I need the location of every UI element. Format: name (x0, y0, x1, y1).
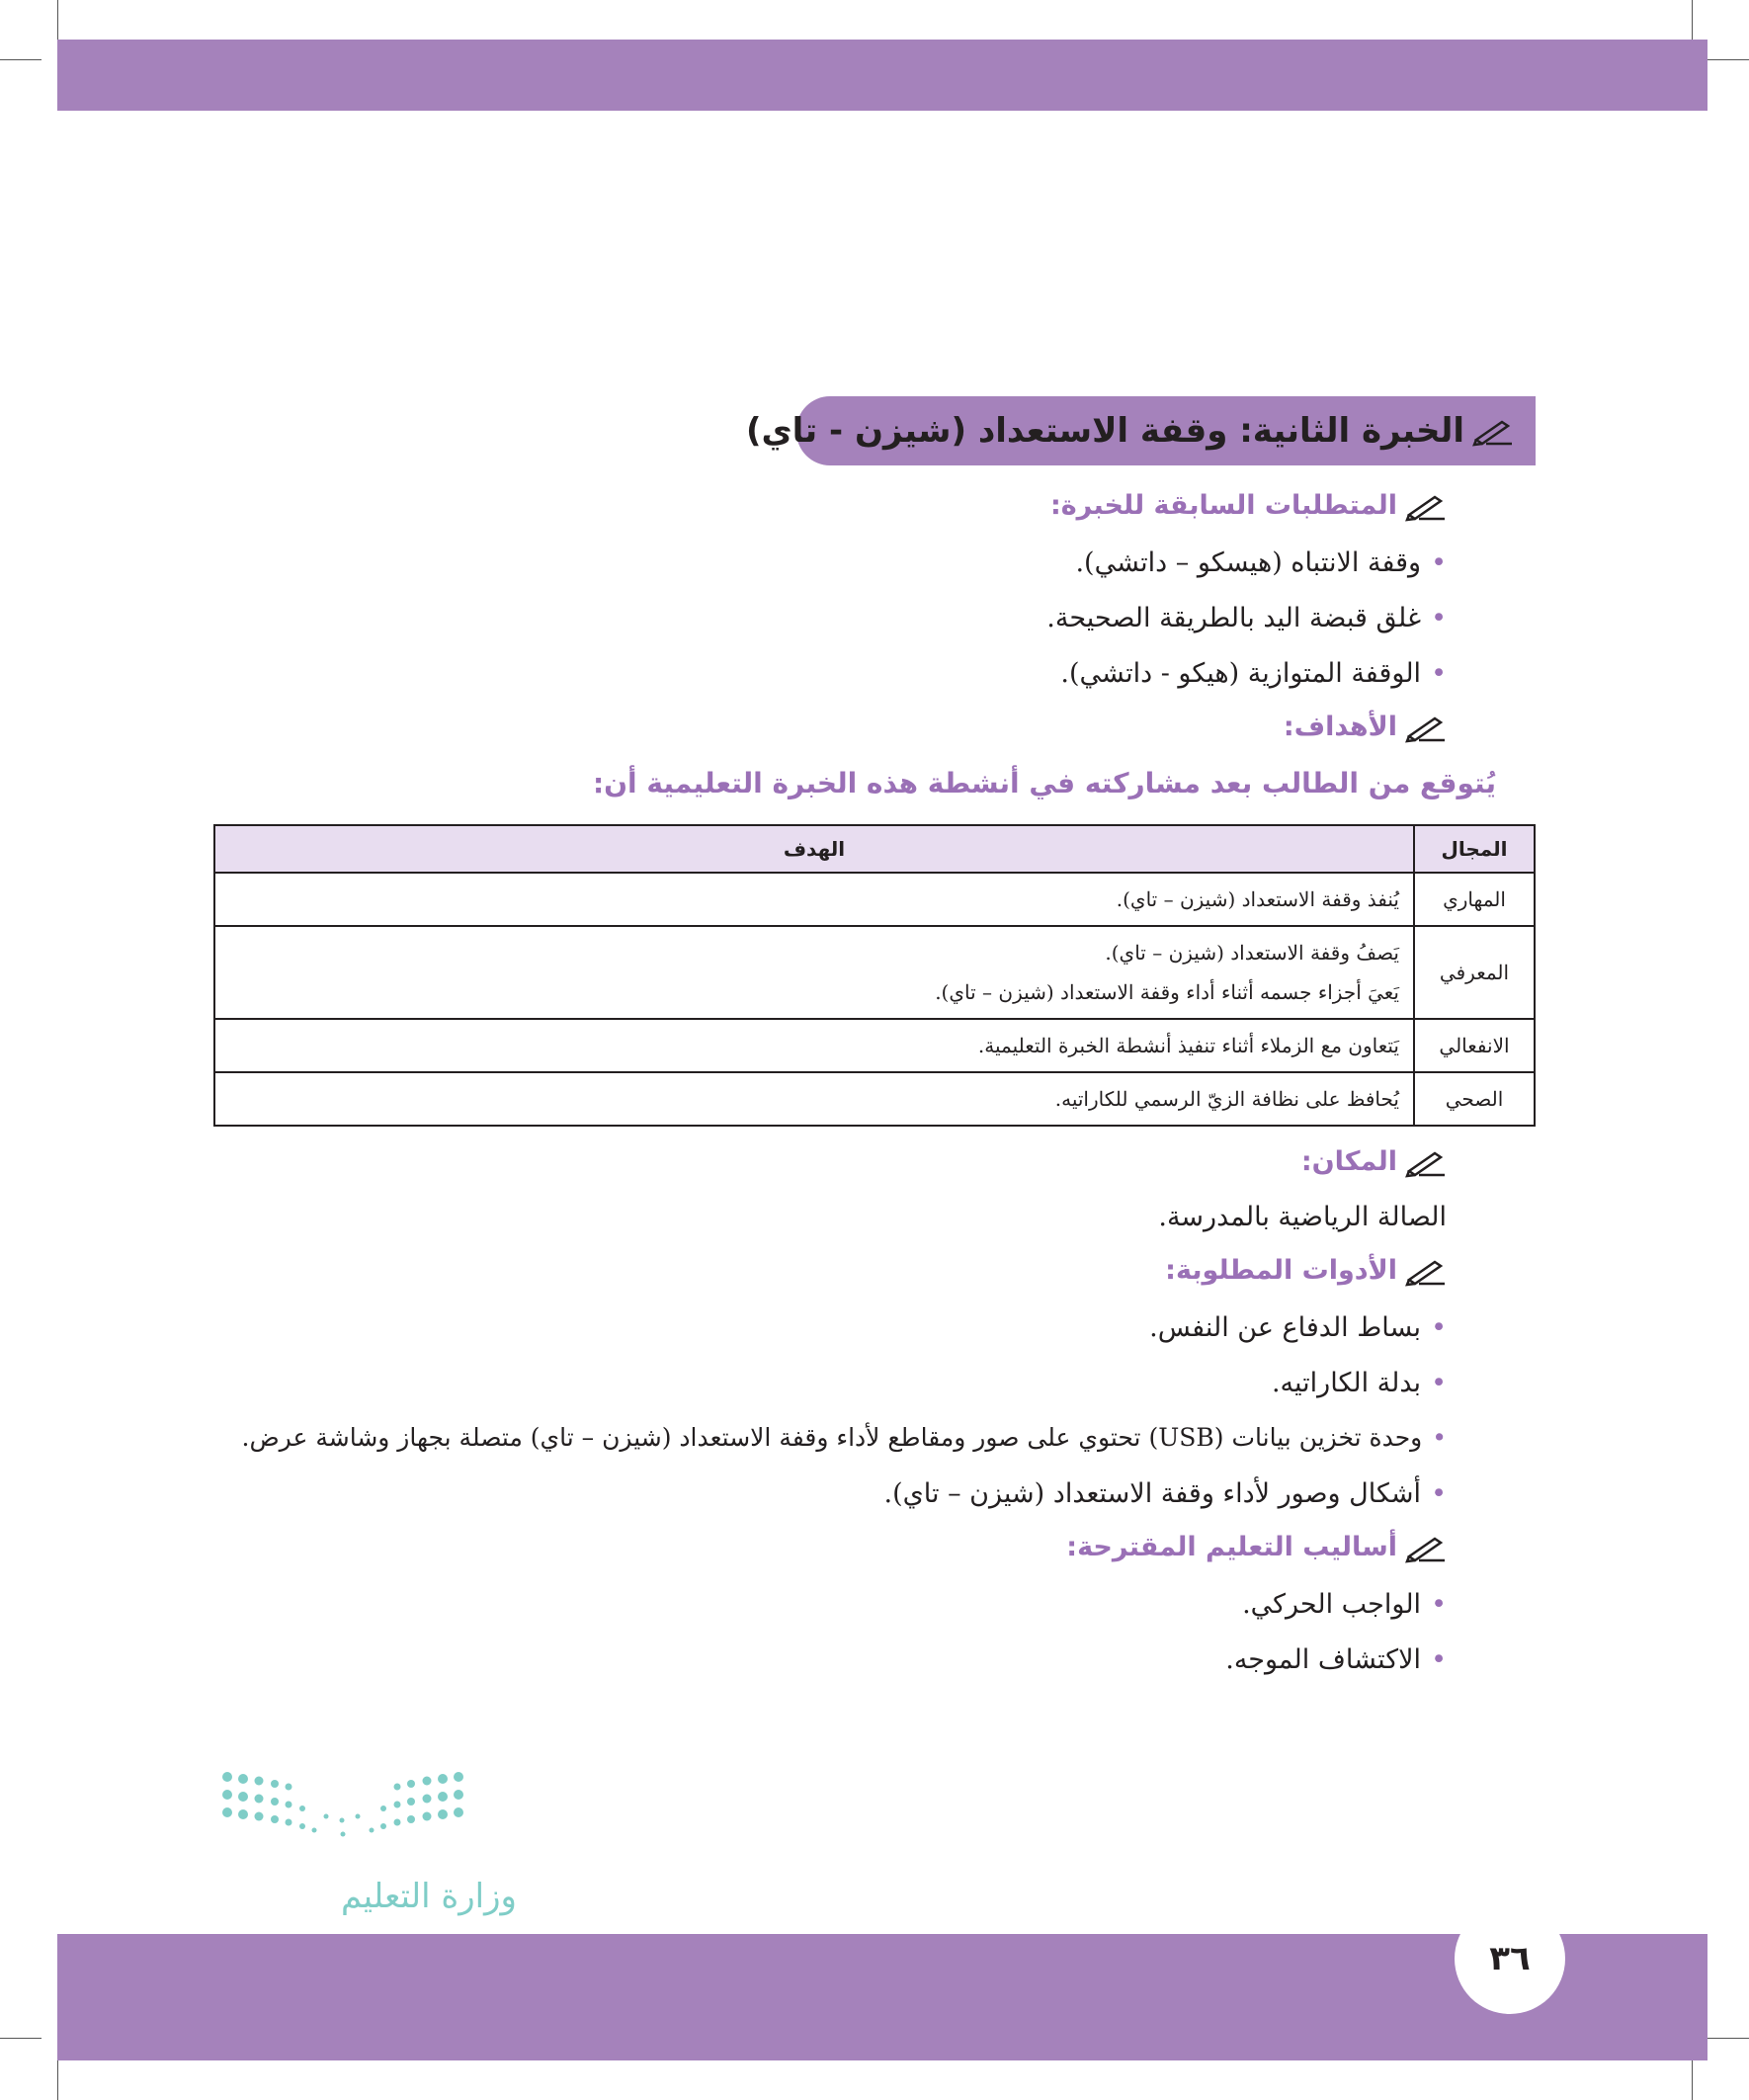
objectives-heading (1284, 712, 1447, 742)
bullet: • (1431, 547, 1447, 578)
list-item-text: غلق قبضة اليد بالطريقة الصحيحة. (1046, 603, 1422, 633)
crop-mark (1692, 0, 1693, 40)
goal-cell (214, 873, 1414, 926)
table-row (214, 873, 1535, 926)
heading-label: أساليب التعليم المقترحة: (1066, 1532, 1397, 1562)
goal-text: يُحافظ على نظافة الزيّ الرسمي للكاراتيه. (1054, 1087, 1399, 1111)
field-cell: المهاري (1414, 873, 1535, 926)
crop-mark (0, 59, 42, 60)
heading-label: الأهداف: (1283, 712, 1397, 742)
objectives-intro: يُتوقع من الطالب بعد مشاركته في أنشطة هذه الخبرة التعليمية أن: (592, 767, 1496, 799)
objectives-table (213, 824, 1536, 1127)
pen-icon (1405, 491, 1447, 521)
bullet: • (1431, 1644, 1447, 1675)
list-item (884, 1478, 1447, 1509)
field-cell: المعرفي (1414, 926, 1535, 1019)
pen-icon (1405, 1533, 1447, 1562)
crop-mark (57, 0, 58, 40)
list-item (1046, 603, 1447, 633)
pen-icon (1472, 416, 1514, 446)
column-header-goal: الهدف (214, 825, 1414, 873)
page-number: ٣٦ (1455, 1903, 1565, 2014)
list-item (1075, 547, 1447, 578)
list-item-text: بدلة الكاراتيه. (1271, 1368, 1422, 1398)
table-row (214, 926, 1535, 1019)
goal-cell (214, 926, 1414, 1019)
field-cell: الانفعالي (1414, 1019, 1535, 1072)
list-item (1272, 1368, 1447, 1398)
table-header-row (214, 825, 1535, 873)
crop-mark (0, 2038, 42, 2039)
goal-text: يَعيَ أجزاء جسمه أثناء أداء وقفة الاستعداد (شيزن – تاي). (935, 980, 1399, 1004)
heading-label: الأدوات المطلوبة: (1165, 1255, 1397, 1286)
tools-heading (1165, 1255, 1447, 1286)
crop-mark (1707, 59, 1749, 60)
bullet: • (1431, 1589, 1447, 1620)
field-cell: الصحي (1414, 1072, 1535, 1126)
goal-cell (214, 1019, 1414, 1072)
heading-label: المكان: (1300, 1146, 1397, 1177)
bullet: • (1431, 1478, 1447, 1509)
top-band (57, 40, 1707, 111)
list-item-text: الواجب الحركي. (1242, 1589, 1422, 1620)
goal-text: يُنفذ وقفة الاستعداد (شيزن – تاي). (1116, 887, 1399, 911)
list-item (1242, 1589, 1447, 1620)
list-item-text: الوقفة المتوازية (هيكو - داتشي). (1060, 658, 1422, 689)
bullet: • (1431, 1368, 1447, 1398)
ministry-dots-logo-icon (99, 1769, 517, 1917)
bullet: • (1431, 658, 1447, 689)
methods-heading (1066, 1532, 1447, 1562)
section-title: الخبرة الثانية: وقفة الاستعداد (شيزن - تاي) (745, 411, 1464, 451)
ministry-logo (99, 1769, 517, 1917)
list-item (1149, 1312, 1447, 1343)
place-text: الصالة الرياضية بالمدرسة. (1158, 1202, 1447, 1232)
pen-icon (1405, 1256, 1447, 1286)
table-row (214, 1019, 1535, 1072)
list-item-text: أشكال وصور لأداء وقفة الاستعداد (شيزن – تاي). (883, 1478, 1422, 1509)
list-item (1225, 1644, 1447, 1675)
title-bar (745, 396, 1536, 465)
list-item-text: الاكتشاف الموجه. (1225, 1644, 1422, 1675)
table-row (214, 1072, 1535, 1126)
list-item-text: بساط الدفاع عن النفس. (1149, 1312, 1422, 1343)
goal-text: يَتعاون مع الزملاء أثناء تنفيذ أنشطة الخبرة التعليمية. (977, 1034, 1399, 1057)
list-item (242, 1423, 1447, 1452)
list-item (1060, 658, 1447, 689)
list-item-text: وحدة تخزين بيانات (USB) تحتوي على صور ومقاطع لأداء وقفة الاستعداد (شيزن – تاي) متصلة بجهاز وشاشة عرض. (241, 1423, 1423, 1452)
pen-icon (1405, 1147, 1447, 1177)
crop-mark (1692, 2060, 1693, 2100)
prerequisites-heading (1050, 490, 1447, 521)
place-heading (1301, 1146, 1447, 1177)
column-header-field: المجال (1414, 825, 1535, 873)
goal-cell (214, 1072, 1414, 1126)
list-item-text: وقفة الانتباه (هيسكو – داتشي). (1075, 547, 1422, 578)
heading-label: المتطلبات السابقة للخبرة: (1049, 490, 1397, 521)
bullet: • (1431, 1312, 1447, 1343)
bullet: • (1431, 603, 1447, 633)
crop-mark (1707, 2038, 1749, 2039)
goal-text: يَصفُ وقفة الاستعداد (شيزن – تاي). (1105, 941, 1399, 965)
crop-mark (57, 2060, 58, 2100)
pen-icon (1405, 713, 1447, 742)
ministry-logo-text: وزارة التعليم (341, 1877, 517, 1916)
bullet: • (1432, 1423, 1447, 1452)
